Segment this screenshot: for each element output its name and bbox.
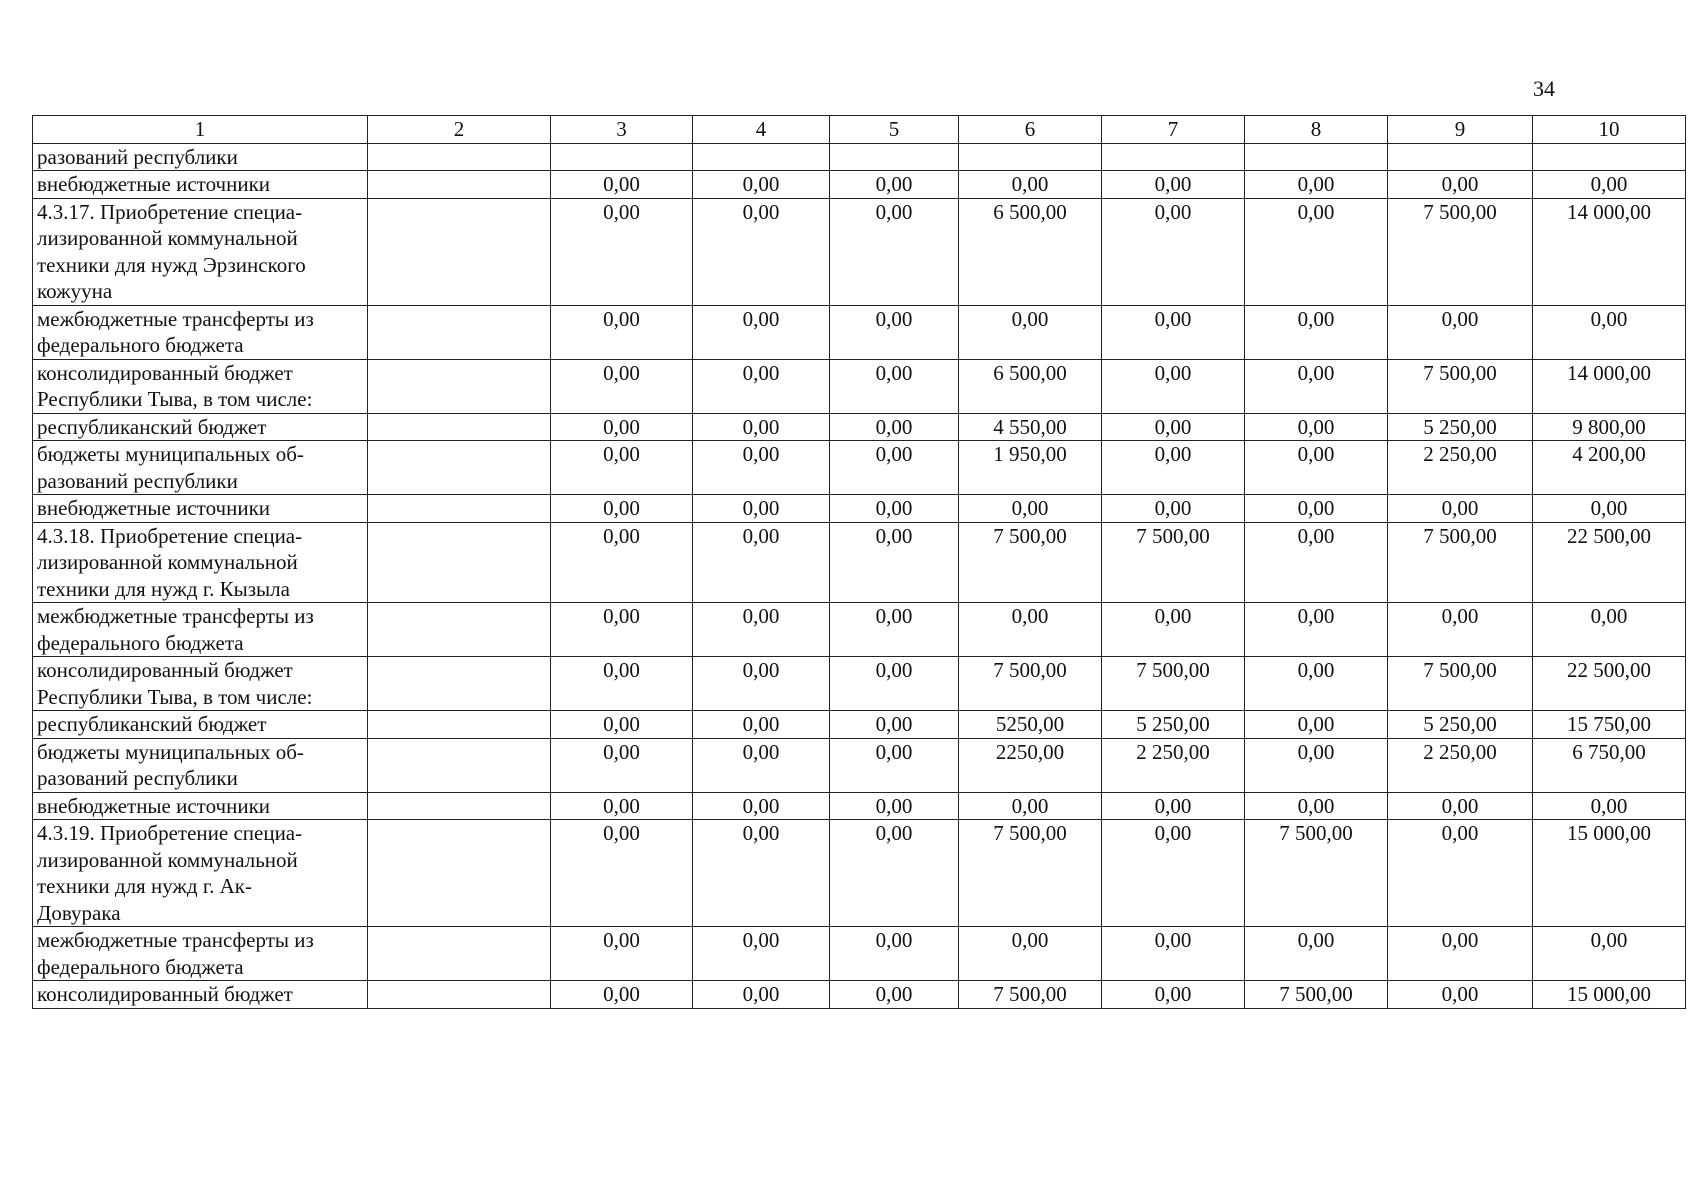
column-number: 8 xyxy=(1245,116,1388,144)
table-row xyxy=(33,711,1686,739)
amount-cell: 0,00 xyxy=(830,711,959,739)
executor-cell xyxy=(368,305,551,359)
amount-cell: 6 500,00 xyxy=(959,359,1102,413)
column-number: 10 xyxy=(1533,116,1686,144)
amount-cell xyxy=(693,143,830,171)
amount-cell: 7 500,00 xyxy=(1388,657,1533,711)
amount-cell xyxy=(551,143,693,171)
amount-cell: 0,00 xyxy=(1102,359,1245,413)
amount-cell: 0,00 xyxy=(1388,820,1533,927)
amount-cell: 7 500,00 xyxy=(1102,657,1245,711)
amount-cell: 2 250,00 xyxy=(1102,738,1245,792)
executor-cell xyxy=(368,171,551,199)
table-row xyxy=(33,603,1686,657)
amount-cell: 0,00 xyxy=(551,359,693,413)
amount-cell: 0,00 xyxy=(830,305,959,359)
column-number: 1 xyxy=(33,116,368,144)
executor-cell xyxy=(368,359,551,413)
row-label-cell: внебюджетные источники xyxy=(33,171,368,199)
executor-cell xyxy=(368,711,551,739)
amount-cell: 0,00 xyxy=(551,738,693,792)
amount-cell: 0,00 xyxy=(693,711,830,739)
amount-cell: 2 250,00 xyxy=(1388,441,1533,495)
amount-cell: 0,00 xyxy=(830,171,959,199)
amount-cell: 7 500,00 xyxy=(1245,820,1388,927)
amount-cell xyxy=(1102,143,1245,171)
amount-cell: 0,00 xyxy=(1102,792,1245,820)
executor-cell xyxy=(368,441,551,495)
row-label-cell: бюджеты муниципальных об- разований республики xyxy=(33,738,368,792)
amount-cell: 0,00 xyxy=(830,820,959,927)
executor-cell xyxy=(368,657,551,711)
executor-cell xyxy=(368,981,551,1009)
amount-cell: 0,00 xyxy=(1533,603,1686,657)
amount-cell: 0,00 xyxy=(1388,927,1533,981)
amount-cell: 0,00 xyxy=(693,927,830,981)
executor-cell xyxy=(368,927,551,981)
amount-cell: 0,00 xyxy=(1533,305,1686,359)
amount-cell: 0,00 xyxy=(551,981,693,1009)
amount-cell: 0,00 xyxy=(551,413,693,441)
amount-cell: 0,00 xyxy=(959,171,1102,199)
amount-cell: 0,00 xyxy=(693,738,830,792)
row-label-cell: 4.3.18. Приобретение специа- лизированной коммунальной техники для нужд г. Кызыла xyxy=(33,522,368,603)
amount-cell: 0,00 xyxy=(1245,441,1388,495)
amount-cell: 7 500,00 xyxy=(1245,981,1388,1009)
table-row xyxy=(33,792,1686,820)
amount-cell: 5250,00 xyxy=(959,711,1102,739)
amount-cell: 0,00 xyxy=(830,738,959,792)
amount-cell: 0,00 xyxy=(1102,171,1245,199)
amount-cell: 0,00 xyxy=(1245,927,1388,981)
amount-cell: 0,00 xyxy=(1533,495,1686,523)
amount-cell: 0,00 xyxy=(1388,305,1533,359)
amount-cell: 0,00 xyxy=(830,927,959,981)
row-label-cell: республиканский бюджет xyxy=(33,711,368,739)
column-number: 2 xyxy=(368,116,551,144)
amount-cell: 0,00 xyxy=(1245,198,1388,305)
amount-cell: 0,00 xyxy=(1388,981,1533,1009)
amount-cell: 14 000,00 xyxy=(1533,359,1686,413)
amount-cell: 0,00 xyxy=(830,495,959,523)
table-row xyxy=(33,657,1686,711)
amount-cell: 6 500,00 xyxy=(959,198,1102,305)
amount-cell: 0,00 xyxy=(693,198,830,305)
amount-cell: 0,00 xyxy=(551,711,693,739)
row-label-cell: бюджеты муниципальных об- разований республики xyxy=(33,441,368,495)
amount-cell: 0,00 xyxy=(1388,603,1533,657)
amount-cell: 0,00 xyxy=(1533,927,1686,981)
amount-cell: 0,00 xyxy=(959,305,1102,359)
amount-cell: 5 250,00 xyxy=(1102,711,1245,739)
amount-cell: 7 500,00 xyxy=(1388,198,1533,305)
table-row xyxy=(33,305,1686,359)
amount-cell: 0,00 xyxy=(1102,603,1245,657)
budget-table xyxy=(32,115,1686,1009)
amount-cell: 0,00 xyxy=(1245,711,1388,739)
column-number: 6 xyxy=(959,116,1102,144)
amount-cell: 7 500,00 xyxy=(1388,522,1533,603)
executor-cell xyxy=(368,198,551,305)
column-number: 4 xyxy=(693,116,830,144)
amount-cell xyxy=(1533,143,1686,171)
row-label-cell: республиканский бюджет xyxy=(33,413,368,441)
executor-cell xyxy=(368,495,551,523)
row-label-cell: внебюджетные источники xyxy=(33,792,368,820)
table-row xyxy=(33,441,1686,495)
amount-cell: 22 500,00 xyxy=(1533,522,1686,603)
amount-cell: 0,00 xyxy=(830,981,959,1009)
amount-cell: 0,00 xyxy=(830,413,959,441)
amount-cell: 0,00 xyxy=(551,441,693,495)
row-label-cell: консолидированный бюджет xyxy=(33,981,368,1009)
amount-cell: 9 800,00 xyxy=(1533,413,1686,441)
amount-cell: 0,00 xyxy=(551,657,693,711)
amount-cell: 0,00 xyxy=(551,792,693,820)
amount-cell: 0,00 xyxy=(830,198,959,305)
row-label-cell: внебюджетные источники xyxy=(33,495,368,523)
amount-cell: 0,00 xyxy=(1388,171,1533,199)
amount-cell: 0,00 xyxy=(551,198,693,305)
amount-cell: 2250,00 xyxy=(959,738,1102,792)
amount-cell: 0,00 xyxy=(959,927,1102,981)
amount-cell: 0,00 xyxy=(830,792,959,820)
executor-cell xyxy=(368,603,551,657)
amount-cell: 0,00 xyxy=(551,495,693,523)
row-label-cell: 4.3.17. Приобретение специа- лизированной коммунальной техники для нужд Эрзинского кожууна xyxy=(33,198,368,305)
executor-cell xyxy=(368,413,551,441)
amount-cell: 0,00 xyxy=(693,359,830,413)
row-label-cell: консолидированный бюджет Республики Тыва, в том числе: xyxy=(33,359,368,413)
row-label-cell: консолидированный бюджет Республики Тыва, в том числе: xyxy=(33,657,368,711)
amount-cell: 0,00 xyxy=(551,522,693,603)
executor-cell xyxy=(368,738,551,792)
amount-cell: 0,00 xyxy=(1102,413,1245,441)
amount-cell: 0,00 xyxy=(1245,171,1388,199)
amount-cell: 7 500,00 xyxy=(959,820,1102,927)
amount-cell: 0,00 xyxy=(1245,603,1388,657)
executor-cell xyxy=(368,820,551,927)
table-row xyxy=(33,171,1686,199)
amount-cell: 5 250,00 xyxy=(1388,711,1533,739)
column-number: 3 xyxy=(551,116,693,144)
amount-cell: 7 500,00 xyxy=(1102,522,1245,603)
amount-cell: 0,00 xyxy=(1102,198,1245,305)
amount-cell: 0,00 xyxy=(1102,981,1245,1009)
amount-cell: 0,00 xyxy=(830,603,959,657)
row-label-cell: межбюджетные трансферты из федерального бюджета xyxy=(33,305,368,359)
table-row xyxy=(33,198,1686,305)
amount-cell: 0,00 xyxy=(959,603,1102,657)
amount-cell: 0,00 xyxy=(693,441,830,495)
amount-cell: 0,00 xyxy=(693,305,830,359)
table-row xyxy=(33,981,1686,1009)
amount-cell: 0,00 xyxy=(1245,413,1388,441)
amount-cell: 22 500,00 xyxy=(1533,657,1686,711)
amount-cell: 0,00 xyxy=(959,495,1102,523)
amount-cell: 15 000,00 xyxy=(1533,981,1686,1009)
amount-cell: 5 250,00 xyxy=(1388,413,1533,441)
amount-cell: 0,00 xyxy=(830,657,959,711)
amount-cell: 0,00 xyxy=(693,603,830,657)
amount-cell: 0,00 xyxy=(693,495,830,523)
executor-cell xyxy=(368,792,551,820)
amount-cell: 0,00 xyxy=(693,981,830,1009)
executor-cell xyxy=(368,143,551,171)
amount-cell: 0,00 xyxy=(1102,927,1245,981)
amount-cell: 0,00 xyxy=(693,522,830,603)
table-row xyxy=(33,143,1686,171)
amount-cell: 0,00 xyxy=(1533,171,1686,199)
amount-cell: 0,00 xyxy=(1388,792,1533,820)
amount-cell: 0,00 xyxy=(693,820,830,927)
amount-cell: 0,00 xyxy=(1102,441,1245,495)
amount-cell: 0,00 xyxy=(1102,820,1245,927)
amount-cell: 0,00 xyxy=(1245,359,1388,413)
amount-cell: 15 750,00 xyxy=(1533,711,1686,739)
table-row xyxy=(33,522,1686,603)
table-row xyxy=(33,413,1686,441)
amount-cell: 0,00 xyxy=(551,927,693,981)
amount-cell: 2 250,00 xyxy=(1388,738,1533,792)
amount-cell: 0,00 xyxy=(1245,657,1388,711)
table-row xyxy=(33,495,1686,523)
amount-cell: 4 200,00 xyxy=(1533,441,1686,495)
executor-cell xyxy=(368,522,551,603)
amount-cell: 0,00 xyxy=(693,657,830,711)
amount-cell: 0,00 xyxy=(551,171,693,199)
amount-cell: 0,00 xyxy=(1388,495,1533,523)
amount-cell: 0,00 xyxy=(1102,305,1245,359)
amount-cell: 0,00 xyxy=(1102,495,1245,523)
amount-cell: 0,00 xyxy=(551,305,693,359)
amount-cell: 0,00 xyxy=(1533,792,1686,820)
column-number: 7 xyxy=(1102,116,1245,144)
column-number-row xyxy=(33,116,1686,144)
amount-cell: 0,00 xyxy=(1245,305,1388,359)
amount-cell: 0,00 xyxy=(693,171,830,199)
row-label-cell: разований республики xyxy=(33,143,368,171)
amount-cell: 0,00 xyxy=(1245,495,1388,523)
table-row xyxy=(33,359,1686,413)
column-number: 5 xyxy=(830,116,959,144)
amount-cell: 14 000,00 xyxy=(1533,198,1686,305)
amount-cell: 0,00 xyxy=(1245,792,1388,820)
row-label-cell: межбюджетные трансферты из федерального бюджета xyxy=(33,927,368,981)
row-label-cell: 4.3.19. Приобретение специа- лизированной коммунальной техники для нужд г. Ак- Довурака xyxy=(33,820,368,927)
page-number: 34 xyxy=(1533,76,1555,101)
amount-cell: 0,00 xyxy=(1245,738,1388,792)
amount-cell: 0,00 xyxy=(830,522,959,603)
amount-cell: 1 950,00 xyxy=(959,441,1102,495)
amount-cell: 0,00 xyxy=(551,820,693,927)
amount-cell: 0,00 xyxy=(830,441,959,495)
table-row xyxy=(33,738,1686,792)
amount-cell: 7 500,00 xyxy=(959,657,1102,711)
amount-cell: 0,00 xyxy=(959,792,1102,820)
amount-cell: 0,00 xyxy=(693,413,830,441)
amount-cell xyxy=(959,143,1102,171)
amount-cell: 6 750,00 xyxy=(1533,738,1686,792)
row-label-cell: межбюджетные трансферты из федерального бюджета xyxy=(33,603,368,657)
amount-cell: 0,00 xyxy=(830,359,959,413)
amount-cell: 0,00 xyxy=(693,792,830,820)
amount-cell: 7 500,00 xyxy=(959,981,1102,1009)
amount-cell: 7 500,00 xyxy=(1388,359,1533,413)
amount-cell: 7 500,00 xyxy=(959,522,1102,603)
table-row xyxy=(33,820,1686,927)
table-row xyxy=(33,927,1686,981)
amount-cell xyxy=(1388,143,1533,171)
amount-cell xyxy=(1245,143,1388,171)
amount-cell: 4 550,00 xyxy=(959,413,1102,441)
table-body xyxy=(33,143,1686,1008)
amount-cell: 15 000,00 xyxy=(1533,820,1686,927)
amount-cell: 0,00 xyxy=(1245,522,1388,603)
column-number: 9 xyxy=(1388,116,1533,144)
amount-cell xyxy=(830,143,959,171)
amount-cell: 0,00 xyxy=(551,603,693,657)
